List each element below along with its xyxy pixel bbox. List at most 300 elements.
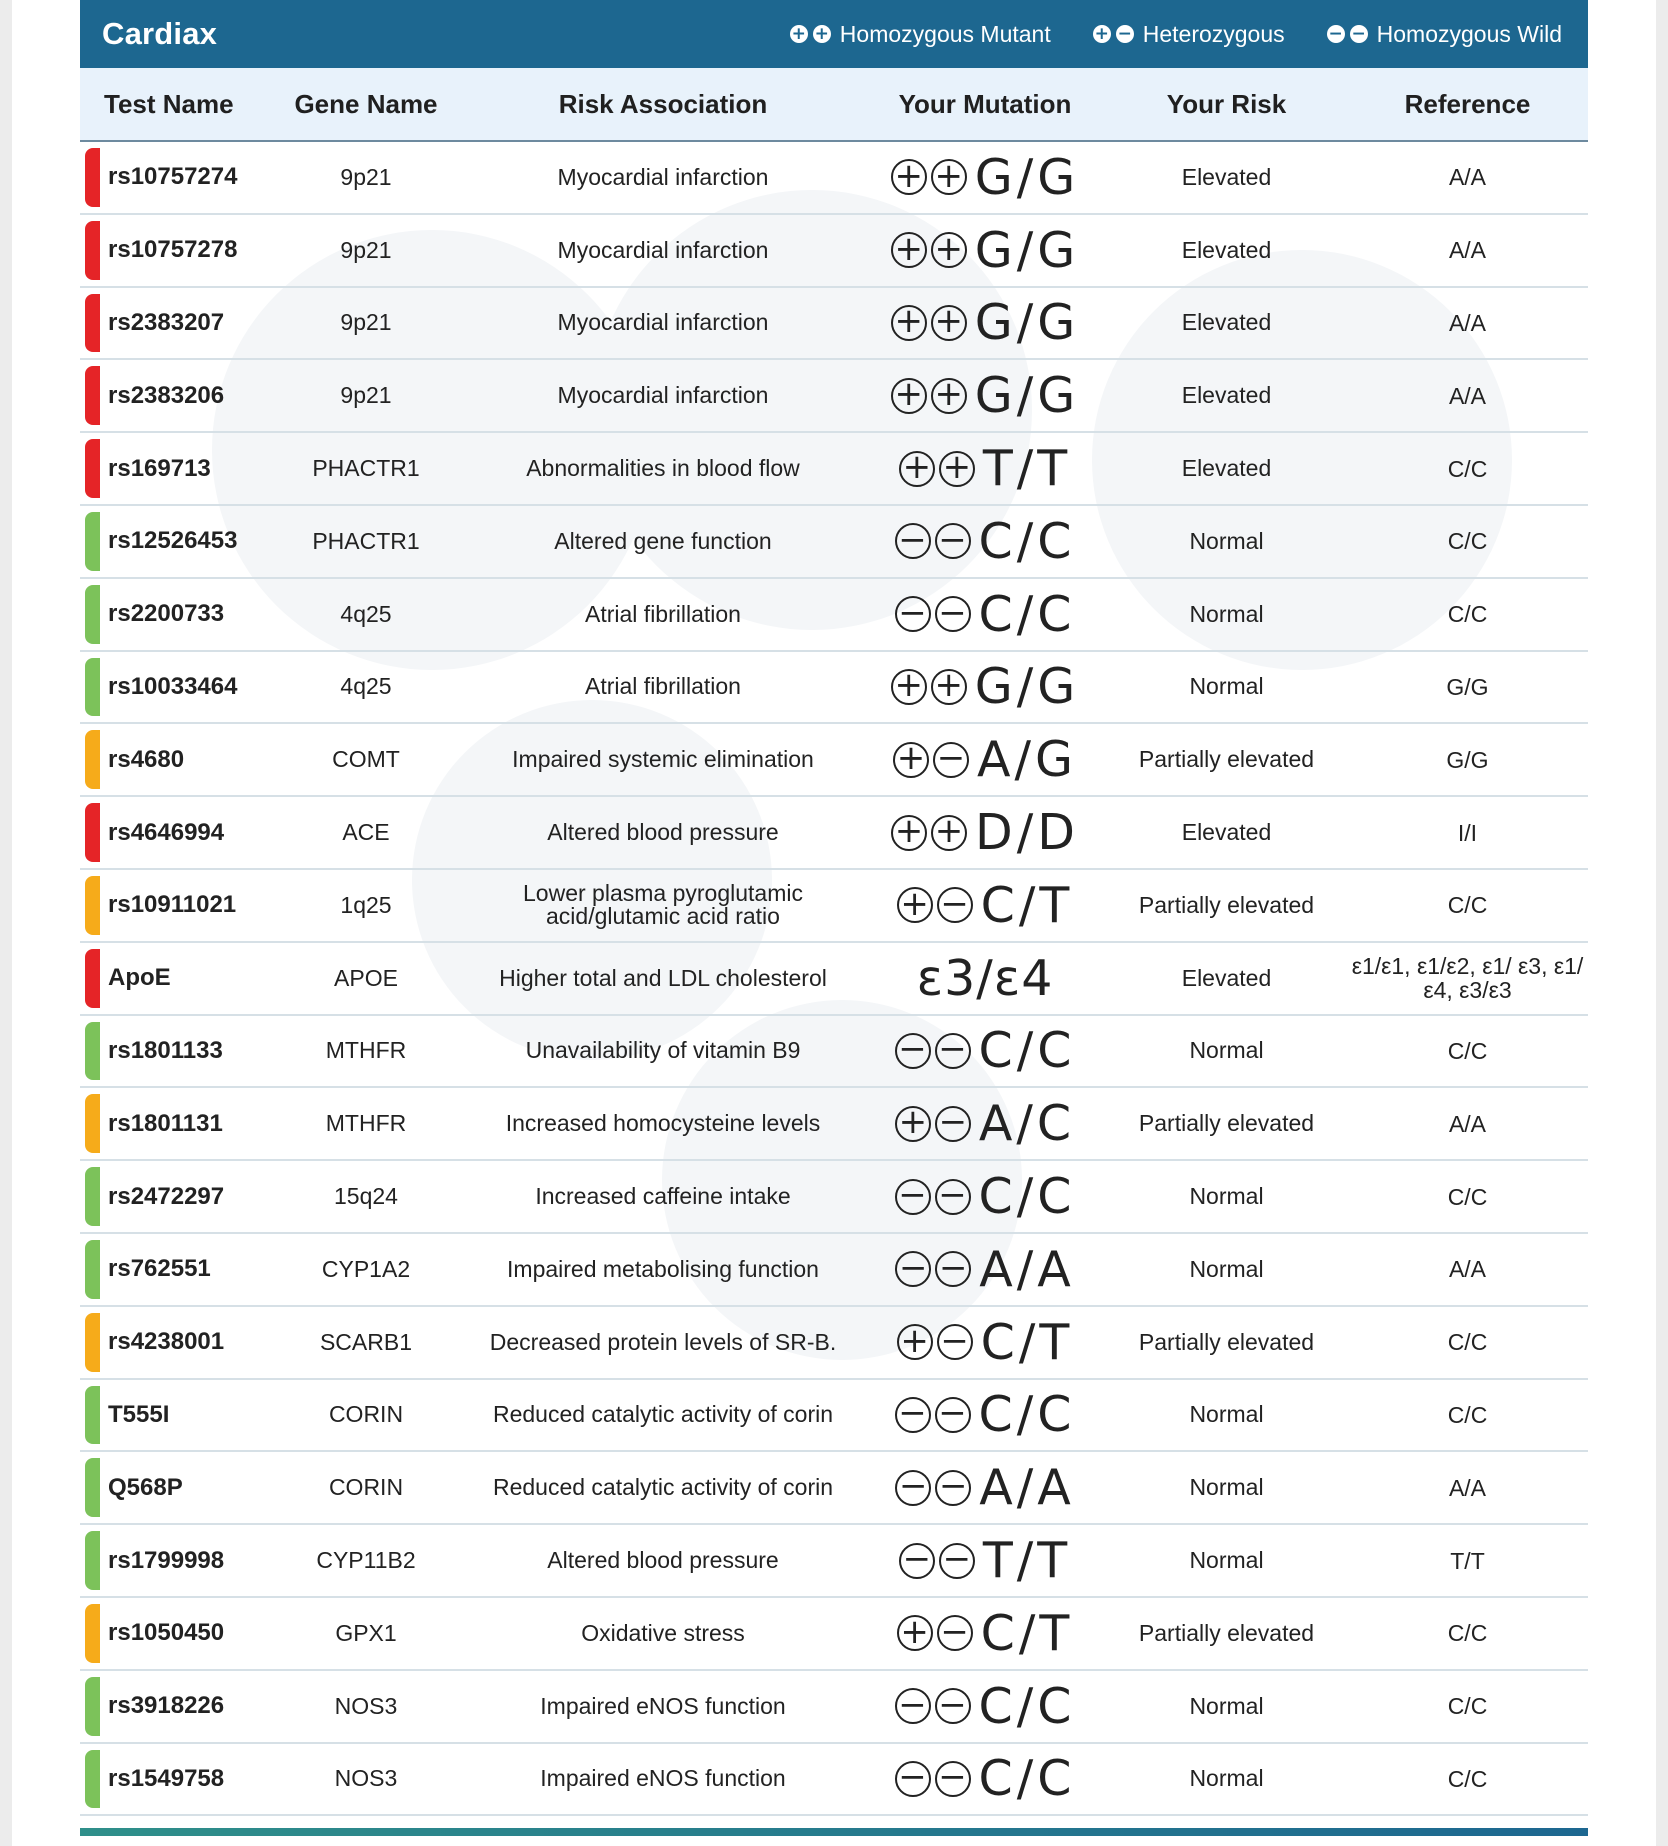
gene-name-cell: CYP11B2 bbox=[316, 1547, 416, 1574]
table-row bbox=[80, 142, 1588, 215]
minus-circle-icon: − bbox=[935, 1179, 971, 1215]
risk-association-cell: Myocardial infarction bbox=[557, 382, 769, 409]
mutation-display bbox=[895, 1168, 1076, 1225]
minus-circle-icon: − bbox=[895, 1761, 931, 1797]
genotype-text: T/T bbox=[982, 440, 1072, 498]
minus-circle-icon: − bbox=[935, 1688, 971, 1724]
test-name-cell: rs10911021 bbox=[108, 891, 237, 919]
table-row bbox=[80, 797, 1588, 870]
genotype-text: C/C bbox=[978, 1750, 1076, 1808]
plus-circle-icon: + bbox=[791, 23, 806, 44]
table-row bbox=[80, 1307, 1588, 1380]
table-row bbox=[80, 1744, 1588, 1817]
mutation-display bbox=[899, 440, 1071, 497]
genotype-text: C/C bbox=[978, 512, 1076, 570]
genotype-text: ε3/ε4 bbox=[916, 949, 1054, 1007]
plus-circle-icon: + bbox=[931, 815, 967, 851]
risk-status-indicator bbox=[85, 1604, 100, 1663]
table-row bbox=[80, 215, 1588, 288]
plus-circle-icon: + bbox=[931, 305, 967, 341]
genotype-text: T/T bbox=[982, 1532, 1072, 1590]
minus-circle-icon: − bbox=[895, 1179, 931, 1215]
mutation-display bbox=[895, 1022, 1076, 1079]
test-name-cell: rs10033464 bbox=[108, 672, 238, 700]
mutation-cell bbox=[864, 1386, 1106, 1443]
reference-cell: C/C bbox=[1447, 1765, 1488, 1792]
mutation-display bbox=[899, 1532, 1071, 1589]
reference-cell: C/C bbox=[1447, 1183, 1488, 1210]
plus-circle-icon: + bbox=[939, 451, 975, 487]
mutation-display bbox=[891, 804, 1079, 861]
risk-association-cell: Oxidative stress bbox=[581, 1619, 745, 1646]
gene-name-cell: NOS3 bbox=[334, 1692, 398, 1719]
column-header-gene-name: Gene Name bbox=[294, 88, 438, 119]
risk-status-indicator bbox=[85, 221, 100, 280]
risk-status-indicator bbox=[85, 1094, 100, 1153]
reference-cell: C/C bbox=[1447, 1620, 1488, 1647]
gene-name-cell: GPX1 bbox=[335, 1619, 397, 1646]
reference-cell: A/A bbox=[1448, 309, 1487, 336]
genotype-text: C/C bbox=[978, 1386, 1076, 1444]
genotype-text: A/A bbox=[979, 1240, 1075, 1298]
test-name-cell: rs2383207 bbox=[108, 308, 225, 336]
minus-circle-icon: − bbox=[935, 1033, 971, 1069]
mutation-cell bbox=[864, 804, 1106, 861]
table-row bbox=[80, 652, 1588, 725]
legend-item bbox=[1093, 21, 1285, 48]
gene-name-cell: 15q24 bbox=[334, 1183, 398, 1210]
mutation-cell bbox=[864, 1678, 1106, 1735]
risk-status-indicator bbox=[85, 1750, 100, 1809]
test-name-cell: rs2472297 bbox=[108, 1182, 225, 1210]
mutation-cell bbox=[864, 586, 1106, 643]
risk-association-cell: Increased caffeine intake bbox=[535, 1183, 791, 1210]
risk-association-cell: Reduced catalytic activity of corin bbox=[492, 1401, 834, 1428]
gene-name-cell: MTHFR bbox=[325, 1110, 407, 1137]
minus-circle-icon: − bbox=[895, 596, 931, 632]
mutation-display bbox=[893, 731, 1077, 788]
gene-name-cell: ACE bbox=[342, 819, 390, 846]
your-risk-cell: Normal bbox=[1189, 1037, 1264, 1064]
gene-name-cell: 4q25 bbox=[340, 673, 392, 700]
test-name-cell: rs2200733 bbox=[108, 600, 225, 628]
mutation-display bbox=[895, 1678, 1076, 1735]
mutation-cell bbox=[864, 513, 1106, 570]
gene-name-cell: APOE bbox=[334, 964, 398, 991]
column-header-test-name: Test Name bbox=[104, 88, 234, 119]
genotype-text: G/G bbox=[974, 148, 1080, 206]
reference-cell: I/I bbox=[1457, 819, 1478, 846]
minus-circle-icon: − bbox=[895, 1688, 931, 1724]
plus-circle-icon: + bbox=[899, 451, 935, 487]
table-row bbox=[80, 870, 1588, 943]
your-risk-cell: Elevated bbox=[1181, 382, 1272, 409]
minus-circle-icon: − bbox=[1351, 23, 1366, 44]
test-name-cell: rs10757274 bbox=[108, 163, 238, 191]
risk-status-indicator bbox=[85, 1531, 100, 1590]
gene-name-cell: SCARB1 bbox=[319, 1328, 413, 1355]
risk-status-indicator bbox=[85, 730, 100, 789]
plus-circle-icon: + bbox=[931, 378, 967, 414]
legend-item bbox=[790, 21, 1051, 48]
genotype-text: C/C bbox=[978, 1677, 1076, 1735]
table-row bbox=[80, 360, 1588, 433]
gene-name-cell: 1q25 bbox=[340, 891, 392, 918]
results-table bbox=[80, 0, 1588, 1816]
genotype-text: A/A bbox=[979, 1459, 1075, 1517]
plus-circle-icon: + bbox=[891, 305, 927, 341]
risk-association-cell: Altered blood pressure bbox=[547, 1547, 779, 1574]
column-header-reference: Reference bbox=[1404, 88, 1531, 119]
your-risk-cell: Normal bbox=[1189, 1765, 1264, 1792]
gene-name-cell: MTHFR bbox=[325, 1037, 407, 1064]
table-row bbox=[80, 943, 1588, 1016]
your-risk-cell: Normal bbox=[1189, 600, 1264, 627]
mutation-cell bbox=[864, 1241, 1106, 1298]
gene-name-cell: 9p21 bbox=[340, 309, 392, 336]
reference-cell: G/G bbox=[1446, 673, 1489, 700]
table-row bbox=[80, 579, 1588, 652]
mutation-cell bbox=[864, 440, 1106, 497]
reference-cell: C/C bbox=[1447, 892, 1488, 919]
plus-circle-icon: + bbox=[897, 887, 933, 923]
mutation-cell bbox=[864, 1168, 1106, 1225]
your-risk-cell: Partially elevated bbox=[1138, 1619, 1315, 1646]
table-row bbox=[80, 506, 1588, 579]
mutation-cell bbox=[864, 877, 1106, 934]
test-name-cell: rs1801131 bbox=[108, 1109, 223, 1137]
plus-circle-icon: + bbox=[895, 1106, 931, 1142]
risk-association-cell: Reduced catalytic activity of corin bbox=[492, 1474, 834, 1501]
table-row bbox=[80, 1598, 1588, 1671]
mutation-display bbox=[895, 1459, 1075, 1516]
your-risk-cell: Partially elevated bbox=[1138, 1328, 1315, 1355]
risk-association-cell: Impaired eNOS function bbox=[540, 1692, 786, 1719]
mutation-display bbox=[897, 1605, 1074, 1662]
reference-cell: T/T bbox=[1450, 1547, 1485, 1574]
your-risk-cell: Elevated bbox=[1181, 455, 1272, 482]
table-row bbox=[80, 433, 1588, 506]
genotype-text: G/G bbox=[974, 221, 1080, 279]
gene-name-cell: CYP1A2 bbox=[321, 1255, 411, 1282]
mutation-cell bbox=[864, 1605, 1106, 1662]
gene-name-cell: CORIN bbox=[328, 1401, 404, 1428]
risk-status-indicator bbox=[85, 1313, 100, 1372]
risk-status-indicator bbox=[85, 512, 100, 571]
genotype-text: C/C bbox=[978, 585, 1076, 643]
test-name-cell: rs4238001 bbox=[108, 1328, 225, 1356]
risk-status-indicator bbox=[85, 439, 100, 498]
your-risk-cell: Partially elevated bbox=[1138, 891, 1315, 918]
risk-association-cell: Increased homocysteine levels bbox=[505, 1110, 821, 1137]
mutation-cell bbox=[864, 222, 1106, 279]
your-risk-cell: Normal bbox=[1189, 1255, 1264, 1282]
footer-accent-line bbox=[80, 1828, 1588, 1836]
risk-association-cell: Impaired metabolising function bbox=[507, 1255, 819, 1282]
gene-name-cell: NOS3 bbox=[334, 1765, 398, 1792]
your-risk-cell: Partially elevated bbox=[1138, 746, 1315, 773]
mutation-cell bbox=[864, 367, 1106, 424]
minus-circle-icon: − bbox=[937, 1615, 973, 1651]
risk-status-indicator bbox=[85, 658, 100, 717]
plus-circle-icon: + bbox=[931, 232, 967, 268]
reference-cell: A/A bbox=[1448, 164, 1487, 191]
reference-cell: C/C bbox=[1447, 1329, 1488, 1356]
test-name-cell: rs1799998 bbox=[108, 1546, 225, 1574]
minus-circle-icon: − bbox=[1328, 23, 1343, 44]
genotype-text: A/G bbox=[977, 731, 1077, 789]
your-risk-cell: Elevated bbox=[1181, 819, 1272, 846]
gene-name-cell: COMT bbox=[332, 746, 400, 773]
your-risk-cell: Elevated bbox=[1181, 964, 1272, 991]
plus-circle-icon: + bbox=[891, 669, 927, 705]
genotype-text: C/T bbox=[980, 876, 1074, 934]
risk-status-indicator bbox=[85, 585, 100, 644]
your-risk-cell: Normal bbox=[1189, 1474, 1264, 1501]
risk-status-indicator bbox=[85, 1167, 100, 1226]
minus-circle-icon: − bbox=[937, 887, 973, 923]
risk-association-cell: Altered blood pressure bbox=[547, 819, 779, 846]
minus-circle-icon: − bbox=[935, 1251, 971, 1287]
mutation-display bbox=[897, 877, 1074, 934]
risk-status-indicator bbox=[85, 294, 100, 353]
reference-cell: C/C bbox=[1447, 528, 1488, 555]
genotype-text: G/G bbox=[974, 294, 1080, 352]
your-risk-cell: Elevated bbox=[1181, 163, 1272, 190]
plus-circle-icon: + bbox=[893, 742, 929, 778]
genotype-text: C/C bbox=[978, 1022, 1076, 1080]
test-name-cell: rs169713 bbox=[108, 454, 211, 482]
plus-circle-icon: + bbox=[1094, 23, 1109, 44]
mutation-cell bbox=[864, 1750, 1106, 1807]
column-header-your-risk: Your Risk bbox=[1166, 88, 1287, 119]
table-row bbox=[80, 1525, 1588, 1598]
mutation-cell bbox=[864, 658, 1106, 715]
minus-circle-icon: − bbox=[1117, 23, 1132, 44]
table-row bbox=[80, 724, 1588, 797]
risk-status-indicator bbox=[85, 803, 100, 862]
test-name-cell: rs1801133 bbox=[108, 1036, 223, 1064]
genotype-text: C/T bbox=[980, 1604, 1074, 1662]
column-header-risk-association: Risk Association bbox=[558, 88, 768, 119]
mutation-display bbox=[891, 367, 1079, 424]
mutation-cell bbox=[864, 1532, 1106, 1589]
mutation-cell bbox=[864, 731, 1106, 788]
legend-item bbox=[1327, 21, 1562, 48]
gene-name-cell: PHACTR1 bbox=[312, 455, 420, 482]
your-risk-cell: Normal bbox=[1189, 527, 1264, 554]
risk-status-indicator bbox=[85, 1022, 100, 1081]
reference-cell: A/A bbox=[1448, 1110, 1487, 1137]
table-row bbox=[80, 288, 1588, 361]
minus-circle-icon: − bbox=[899, 1543, 935, 1579]
your-risk-cell: Normal bbox=[1189, 673, 1264, 700]
gene-name-cell: 4q25 bbox=[340, 600, 392, 627]
risk-status-indicator bbox=[85, 1458, 100, 1517]
risk-status-indicator bbox=[85, 1240, 100, 1299]
risk-association-cell: Impaired systemic elimination bbox=[512, 746, 814, 773]
reference-cell: A/A bbox=[1448, 237, 1487, 264]
column-header-your-mutation: Your Mutation bbox=[898, 88, 1072, 119]
minus-circle-icon: − bbox=[895, 523, 931, 559]
minus-circle-icon: − bbox=[937, 1324, 973, 1360]
mutation-cell bbox=[864, 1459, 1106, 1516]
test-name-cell: rs10757278 bbox=[108, 236, 238, 264]
risk-association-cell: Myocardial infarction bbox=[557, 309, 769, 336]
test-name-cell: rs3918226 bbox=[108, 1692, 225, 1720]
your-risk-cell: Normal bbox=[1189, 1401, 1264, 1428]
plus-circle-icon: + bbox=[891, 159, 927, 195]
risk-association-cell: Myocardial infarction bbox=[557, 236, 769, 263]
your-risk-cell: Elevated bbox=[1181, 236, 1272, 263]
brand-title: Cardiax bbox=[102, 16, 218, 51]
legend-label: Homozygous Wild bbox=[1376, 20, 1562, 47]
your-risk-cell: Normal bbox=[1189, 1547, 1264, 1574]
test-name-cell: rs4680 bbox=[108, 745, 185, 773]
mutation-display bbox=[917, 950, 1054, 1007]
mutation-cell bbox=[864, 1022, 1106, 1079]
mutation-cell bbox=[864, 1095, 1106, 1152]
genotype-text: G/G bbox=[974, 367, 1080, 425]
test-name-cell: rs1050450 bbox=[108, 1619, 225, 1647]
table-row bbox=[80, 1380, 1588, 1453]
your-risk-cell: Partially elevated bbox=[1138, 1110, 1315, 1137]
table-row bbox=[80, 1016, 1588, 1089]
gene-name-cell: CORIN bbox=[328, 1474, 404, 1501]
test-name-cell: rs1549758 bbox=[108, 1764, 225, 1792]
genotype-text: A/C bbox=[978, 1095, 1076, 1153]
minus-circle-icon: − bbox=[895, 1251, 931, 1287]
your-risk-cell: Normal bbox=[1189, 1692, 1264, 1719]
mutation-cell bbox=[864, 1314, 1106, 1371]
minus-circle-icon: − bbox=[935, 1761, 971, 1797]
plus-circle-icon: + bbox=[891, 232, 927, 268]
mutation-display bbox=[895, 1095, 1075, 1152]
risk-association-cell: Lower plasma pyroglutamic acid/glutamic acid ratio bbox=[523, 880, 803, 930]
genotype-text: G/G bbox=[974, 658, 1080, 716]
table-row bbox=[80, 1161, 1588, 1234]
gene-name-cell: PHACTR1 bbox=[312, 527, 420, 554]
risk-association-cell: Altered gene function bbox=[554, 527, 772, 554]
risk-status-indicator bbox=[85, 148, 100, 207]
reference-cell: C/C bbox=[1447, 1693, 1488, 1720]
minus-circle-icon: − bbox=[933, 742, 969, 778]
test-name-cell: T555I bbox=[108, 1400, 170, 1428]
risk-association-cell: Myocardial infarction bbox=[557, 163, 769, 190]
plus-circle-icon: + bbox=[931, 159, 967, 195]
plus-circle-icon: + bbox=[931, 669, 967, 705]
genotype-text: C/C bbox=[978, 1168, 1076, 1226]
plus-circle-icon: + bbox=[897, 1615, 933, 1651]
plus-circle-icon: + bbox=[814, 23, 829, 44]
risk-association-cell: Higher total and LDL cholesterol bbox=[499, 964, 827, 991]
legend-label: Heterozygous bbox=[1142, 20, 1285, 47]
mutation-display bbox=[891, 222, 1079, 279]
gene-name-cell: 9p21 bbox=[340, 236, 392, 263]
risk-status-indicator bbox=[85, 949, 100, 1008]
risk-status-indicator bbox=[85, 366, 100, 425]
risk-association-cell: Abnormalities in blood flow bbox=[526, 455, 800, 482]
mutation-display bbox=[895, 1241, 1075, 1298]
risk-status-indicator bbox=[85, 1386, 100, 1445]
reference-cell: A/A bbox=[1448, 382, 1487, 409]
risk-association-cell: Unavailability of vitamin B9 bbox=[525, 1037, 801, 1064]
gene-name-cell: 9p21 bbox=[340, 163, 392, 190]
table-row bbox=[80, 1452, 1588, 1525]
table-row bbox=[80, 1088, 1588, 1161]
minus-circle-icon: − bbox=[935, 1106, 971, 1142]
risk-status-indicator bbox=[85, 876, 100, 935]
mutation-display bbox=[895, 513, 1076, 570]
test-name-cell: rs762551 bbox=[108, 1255, 211, 1283]
table-header bbox=[80, 68, 1588, 142]
reference-cell: C/C bbox=[1447, 1037, 1488, 1064]
minus-circle-icon: − bbox=[935, 596, 971, 632]
plus-circle-icon: + bbox=[897, 1324, 933, 1360]
mutation-display bbox=[891, 149, 1079, 206]
minus-circle-icon: − bbox=[935, 523, 971, 559]
genotype-legend bbox=[790, 21, 1562, 48]
reference-cell: A/A bbox=[1448, 1474, 1487, 1501]
test-name-cell: ApoE bbox=[108, 964, 171, 992]
reference-cell: C/C bbox=[1447, 1401, 1488, 1428]
reference-cell: C/C bbox=[1447, 455, 1488, 482]
mutation-display bbox=[895, 586, 1076, 643]
gene-name-cell: 9p21 bbox=[340, 382, 392, 409]
risk-association-cell: Atrial fibrillation bbox=[585, 600, 741, 627]
table-body bbox=[80, 142, 1588, 1816]
your-risk-cell: Elevated bbox=[1181, 309, 1272, 336]
test-name-cell: rs4646994 bbox=[108, 818, 225, 846]
mutation-cell bbox=[864, 149, 1106, 206]
test-name-cell: rs2383206 bbox=[108, 381, 225, 409]
reference-cell: A/A bbox=[1448, 1256, 1487, 1283]
mutation-display bbox=[891, 658, 1079, 715]
plus-circle-icon: + bbox=[891, 815, 927, 851]
table-row bbox=[80, 1671, 1588, 1744]
minus-circle-icon: − bbox=[895, 1033, 931, 1069]
mutation-display bbox=[891, 294, 1079, 351]
test-name-cell: Q568P bbox=[108, 1473, 183, 1501]
risk-association-cell: Impaired eNOS function bbox=[540, 1765, 786, 1792]
mutation-cell bbox=[864, 950, 1106, 1007]
mutation-display bbox=[895, 1750, 1076, 1807]
report-page bbox=[12, 0, 1656, 1846]
header-bar bbox=[80, 0, 1588, 68]
reference-cell: ε1/ε1, ε1/ε2, ε1/ ε3, ε1/ε4, ε3/ε3 bbox=[1351, 953, 1584, 1004]
legend-label: Homozygous Mutant bbox=[839, 20, 1051, 47]
test-name-cell: rs12526453 bbox=[108, 527, 238, 555]
risk-association-cell: Atrial fibrillation bbox=[585, 673, 741, 700]
minus-circle-icon: − bbox=[939, 1543, 975, 1579]
mutation-display bbox=[897, 1314, 1074, 1371]
mutation-display bbox=[895, 1386, 1076, 1443]
risk-association-cell: Decreased protein levels of SR-B. bbox=[489, 1328, 837, 1355]
minus-circle-icon: − bbox=[935, 1470, 971, 1506]
minus-circle-icon: − bbox=[895, 1470, 931, 1506]
risk-status-indicator bbox=[85, 1677, 100, 1736]
genotype-text: C/T bbox=[980, 1313, 1074, 1371]
plus-circle-icon: + bbox=[891, 378, 927, 414]
table-row bbox=[80, 1234, 1588, 1307]
reference-cell: C/C bbox=[1447, 601, 1488, 628]
mutation-cell bbox=[864, 294, 1106, 351]
minus-circle-icon: − bbox=[935, 1397, 971, 1433]
minus-circle-icon: − bbox=[895, 1397, 931, 1433]
genotype-text: D/D bbox=[975, 804, 1079, 862]
your-risk-cell: Normal bbox=[1189, 1183, 1264, 1210]
reference-cell: G/G bbox=[1446, 746, 1489, 773]
